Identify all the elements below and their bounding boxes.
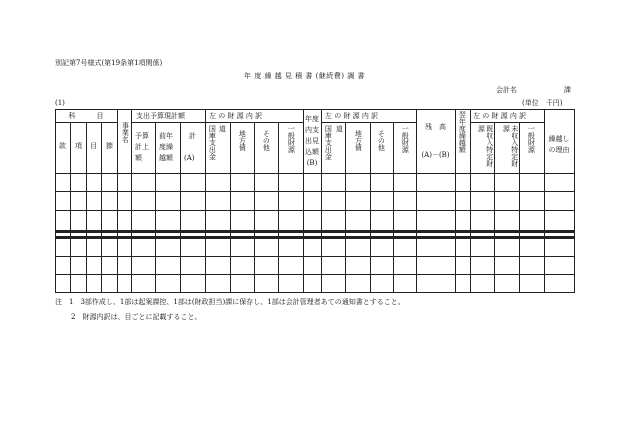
col-yosan-3: 額 <box>135 154 142 162</box>
col-moku: 目 <box>90 142 97 150</box>
note-2: 2 財源内訳は、目ごとに記載すること。 <box>71 313 202 321</box>
col-mishu: 未収入特定財源 <box>502 125 519 167</box>
col-yokunen-4: 込額 <box>305 148 319 156</box>
col-zaigen-2: 左 の 財 源 内 訳 <box>325 112 379 120</box>
col-yokunen-2: 内支 <box>305 126 319 134</box>
col-yokunendo: 翌年度繰越額 <box>458 111 467 153</box>
unit-label: (単位 千円) <box>522 99 563 107</box>
page-title: 年 度 繰 越 見 積 書 (継続費) 調 書 <box>244 72 365 80</box>
col-shishutsu: 支出予算現計額 <box>136 112 185 120</box>
col-kei-a: (A) <box>184 154 195 162</box>
col-ippan: 一般財源 <box>287 125 296 153</box>
col-setsu: 節 <box>106 142 113 150</box>
col-zen-1: 前年 <box>159 132 173 140</box>
col-yosan-2: 計上 <box>135 143 149 151</box>
col-ippan-3: 一般財源 <box>527 125 536 153</box>
col-dou-2: 道 <box>335 125 344 132</box>
col-ippan-2: 一般財源 <box>401 125 410 153</box>
col-zen-3: 越額 <box>159 154 173 162</box>
form-reference: 別記第7号様式(第19条第1項関係) <box>55 59 163 67</box>
col-kan: 款 <box>59 142 66 150</box>
col-yokunen-b: (B) <box>306 159 318 167</box>
col-zaigen-3: 左 の 財 源 内 訳 <box>473 112 527 120</box>
col-yokunen-1: 年度 <box>305 115 319 123</box>
col-jigyou: 事業名 <box>121 122 130 143</box>
col-kokko: 国庫支出金 <box>208 125 217 160</box>
account-name-label: 会計名 <box>496 86 517 94</box>
col-sono-2: その他 <box>377 130 386 151</box>
col-yokunen-3: 出見 <box>305 137 319 145</box>
col-sono: その他 <box>262 130 271 151</box>
col-kou: 項 <box>75 142 82 150</box>
col-yosan-1: 予算 <box>135 132 149 140</box>
col-kishu: 既収入特定財源 <box>477 125 494 167</box>
note-1: 注 1 3部作成し、1部は起案課控、1部は(財政担当)課に保存し、1部は会計管理者あての通知書とすること。 <box>55 298 405 306</box>
col-zaigen-1: 左 の 財 源 内 訳 <box>209 112 263 120</box>
col-zen-2: 度繰 <box>159 143 173 151</box>
col-kamoku: 科 目 <box>68 112 104 120</box>
item-number: (1) <box>55 99 65 107</box>
col-kei: 計 <box>189 132 196 140</box>
col-zandaka: 残 高 <box>425 123 446 131</box>
col-riyuu: 繰越し の理由 <box>548 135 570 154</box>
col-chihou-2: 地方債 <box>354 130 363 151</box>
col-dou: 道 <box>218 125 227 132</box>
section-suffix: 課 <box>564 86 571 94</box>
col-zandaka-ab: (A)－(B) <box>421 151 450 159</box>
col-chihou: 地方債 <box>238 130 247 151</box>
col-kokko-2: 国庫支出金 <box>324 125 333 160</box>
